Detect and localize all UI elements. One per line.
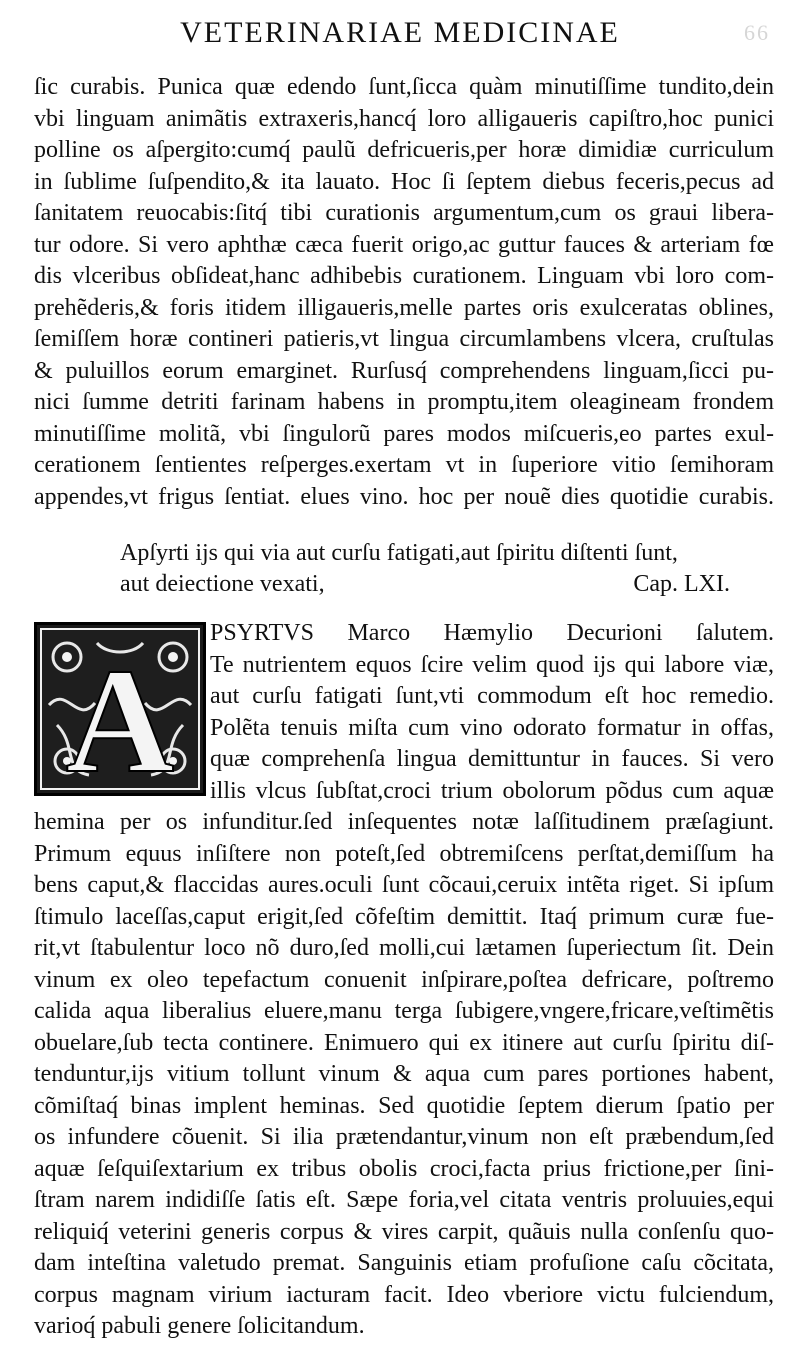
- text-line: varioq́ pabuli genere ſolicitandum.: [34, 1313, 365, 1339]
- chapter-heading-line: aut deiectione vexati,: [120, 571, 325, 597]
- text-line: vbi linguam animãtis extraxeris,hancq́ loro alligaueris capiſtro,hoc punici: [34, 105, 774, 132]
- page-number: 66: [744, 20, 770, 45]
- text-line: tur odore. Si vero aphthæ cæca fuerit origo,ac guttur fauces & arteriam fœ: [34, 231, 774, 258]
- text-line: aut curſu fatigati ſunt,vti commodum eſt hoc remedio.: [210, 683, 774, 709]
- text-line: ſic curabis. Punica quæ edendo ſunt,ſicca quàm minutiſſime tundito,dein: [34, 74, 774, 100]
- chapter-heading-line: Apſyrti ijs qui via aut curſu fatigati,aut ſpiritu diſtenti ſunt,: [120, 540, 678, 566]
- text-line: Polẽta tenuis miſta cum vino odorato formatur in offas,: [210, 714, 774, 741]
- text-line: minutiſſime molitã, vbi ſingulorũ pares modos miſcueris,eo partes exul-: [34, 420, 774, 447]
- text-line: aquæ ſeſquiſextarium ex tribus obolis croci,facta prius frictione,per ſini-: [34, 1155, 774, 1182]
- paragraph-2: [34, 807, 774, 1343]
- text-line: quæ comprehenſa lingua demittuntur in fauces. Si vero: [210, 746, 774, 772]
- text-line: hemina per os infunditur.ſed inſequentes notæ laſſitudinem præſagiunt.: [34, 809, 774, 835]
- text-line: ſtram narem indidiſſe ſatis eſt. Sæpe foria,vel citata ventris proluuies,equi: [34, 1187, 774, 1213]
- text-line: PSYRTVS Marco Hæmylio Decurioni ſalutem.: [210, 620, 774, 646]
- text-line: rit,vt ſtabulentur loco nõ duro,ſed molli,cui lætamen ſuperiectum ſit. Dein: [34, 935, 774, 961]
- text-line: cerationem ſentientes reſperges.exertam vt in ſuperiore vitio ſemihoram: [34, 452, 774, 478]
- initial-letter: A: [65, 638, 175, 793]
- text-line: cõmiſtaq́ binas implent heminas. Sed quotidie ſeptem dierum ſpatio per: [34, 1092, 774, 1119]
- chapter-number: Cap. LXI.: [633, 571, 730, 597]
- text-line: vinum ex oleo tepefactum conuenit inſpirare,poſtea defricare, poſtremo: [34, 966, 774, 993]
- text-line: in ſublime ſuſpendito,& ita lauato. Hoc ſi ſeptem diebus feceris,pecus ad: [34, 168, 774, 195]
- text-line: ſanitatem reuocabis:ſitq́ tibi curationis argumentum,cum os graui libera-: [34, 200, 774, 226]
- text-line: os infundere cõuenit. Si ilia prætendantur,vinum non eſt præbendum,ſed: [34, 1124, 774, 1150]
- woodcut-initial-graphic: [37, 625, 203, 793]
- text-line: bens caput,& flaccidas aures.oculi ſunt cõcaui,ceruix intẽta riget. Si ipſum: [34, 872, 774, 898]
- text-line: Te nutrientem equos ſcire velim quod ijs qui labore viæ,: [210, 651, 774, 678]
- running-head-title: VETERINARIAE MEDICINAE: [180, 16, 620, 49]
- text-line: polline os aſpergito:cumq́ paulũ defricueris,per horæ dimidiæ curriculum: [34, 137, 774, 163]
- text-line: Primum equus inſiſtere non poteſt,ſed obtremiſcens perſtat,demiſſum ha: [34, 840, 774, 867]
- chapter-heading-row: [120, 569, 730, 600]
- text-line: dam inteſtina valetudo premat. Sanguinis etiam profuſione caſu cõcitata,: [34, 1250, 774, 1276]
- running-head: [0, 16, 800, 50]
- text-line: dis vlceribus obſideat,hanc adhibebis curationem. Linguam vbi loro com-: [34, 263, 774, 289]
- text-line: calida aqua liberalius eluere,manu terga ſubigere,vngere,fricare,veſtimẽtis: [34, 998, 774, 1024]
- letter-salutation-block: [210, 618, 774, 807]
- text-line: reliquiq́ veterini generis corpus & vires carpit, quãuis nulla conſenſu quo-: [34, 1218, 774, 1245]
- chapter-heading: [120, 538, 730, 600]
- text-line: ſtimulo laceſſas,caput erigit,ſed cõfeſtim demittit. Itaq́ primum curæ fue-: [34, 903, 774, 930]
- paragraph-1: [34, 72, 774, 513]
- text-line: ſemiſſem horæ contineri patieris,vt lingua circumlambens vlcera, cruſtulas: [34, 326, 774, 352]
- text-line: nici ſumme detriti farinam habens in promptu,item oleagineam frondem: [34, 389, 774, 415]
- text-line: illis vlcus ſubſtat,croci trium obolorum põdus cum aquæ: [210, 777, 774, 804]
- text-line: & puluillos eorum emarginet. Rurſusq́ comprehendens linguam,ſicci pu-: [34, 357, 774, 384]
- text-line: prehẽderis,& foris itidem illigaueris,melle partes oris exulceratas oblines,: [34, 294, 774, 321]
- text-line: tenduntur,ijs vitium tollunt vinum & aqua cum pares portiones habent,: [34, 1061, 774, 1087]
- ornamental-initial-icon: [34, 622, 206, 796]
- text-line: obuelare,ſub tecta continere. Enimuero qui ex itinere aut curſu ſpiritu diſ-: [34, 1029, 774, 1056]
- text-line: appendes,vt frigus ſentiat. elues vino. hoc per nouẽ dies quotidie curabis.: [34, 483, 774, 510]
- text-line: corpus magnam virium iacturam facit. Ideo vberiore victu fulciendum,: [34, 1281, 774, 1308]
